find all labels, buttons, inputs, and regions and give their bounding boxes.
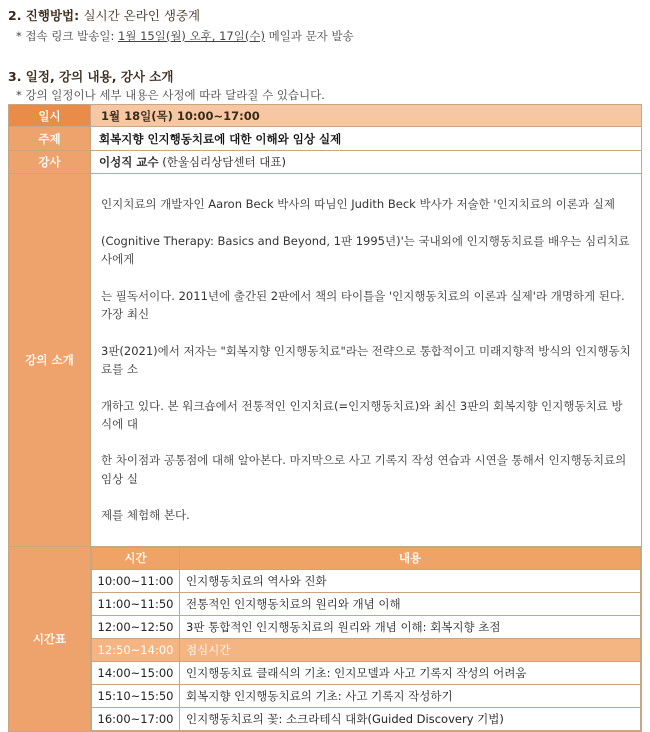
lecturer-value <box>91 151 642 174</box>
session-time: 11:00~11:50 <box>92 592 180 615</box>
timetable-row <box>9 546 642 731</box>
table-row <box>92 569 641 592</box>
session-time: 12:50~14:00 <box>92 638 180 661</box>
session-content: 인지행동치료의 꽃: 소크라테식 대화(Guided Discovery 기법) <box>180 707 641 730</box>
session-time: 14:00~15:00 <box>92 661 180 684</box>
lecturer-name: 이성직 교수 <box>99 155 159 169</box>
topic-row <box>9 127 642 151</box>
intro-line: 3판(2021)에서 저자는 "회복지향 인지행동치료"라는 전략으로 통합적이고 미래지향적 방식의 인지행동치료를 소 <box>101 343 631 376</box>
note-date: 1월 15일(월) 오후, 17일(수) <box>118 29 265 43</box>
date-value: 1월 18일(목) 10:00~17:00 <box>91 105 642 127</box>
intro-text <box>91 174 642 547</box>
lecturer-label: 강사 <box>9 151 91 174</box>
note-suffix: 메일과 문자 발송 <box>268 29 354 43</box>
section2-heading <box>8 6 200 24</box>
intro-row <box>9 174 642 547</box>
topic-label: 주제 <box>9 127 91 151</box>
timetable-cell <box>91 546 642 731</box>
date-row <box>9 105 642 127</box>
timetable-label: 시간표 <box>9 546 91 731</box>
content-header: 내용 <box>180 547 641 569</box>
table-row <box>92 707 641 730</box>
table-row-lunch <box>92 638 641 661</box>
intro-line: 는 필독서이다. 2011년에 출간된 2판에서 책의 타이틀을 '인지행동치료의 이론과 실제'라 개명하게 된다. 가장 최신 <box>101 288 625 322</box>
intro-label: 강의 소개 <box>9 174 91 547</box>
lecturer-affiliation: (한울심리상담센터 대표) <box>162 155 286 169</box>
intro-line: 개하고 있다. 본 워크숍에서 전통적인 인지치료(=인지행동치료)와 최신 3판의 회복지향 인지행동치료 방식에 대 <box>101 398 623 431</box>
time-header: 시간 <box>92 547 180 569</box>
session-time: 10:00~11:00 <box>92 569 180 592</box>
session-content: 점심시간 <box>180 638 641 661</box>
date-label: 일시 <box>9 105 91 127</box>
table-row <box>92 592 641 615</box>
session-content: 인지행동치료 클래식의 기초: 인지모델과 사고 기록지 작성의 어려움 <box>180 661 641 684</box>
session-time: 16:00~17:00 <box>92 707 180 730</box>
session-content: 회복지향 인지행동치료의 기초: 사고 기록지 작성하기 <box>180 684 641 707</box>
lecturer-row <box>9 151 642 174</box>
note-prefix: * 접속 링크 발송일: <box>16 29 115 43</box>
table-row <box>92 661 641 684</box>
intro-line: 인지치료의 개발자인 Aaron Beck 박사의 따님인 Judith Beck 박사가 저술한 '인지치료의 이론과 실제 <box>101 197 615 212</box>
topic-value: 회복지향 인지행동치료에 대한 이해와 임상 실제 <box>91 127 642 151</box>
section2-note <box>8 28 354 44</box>
section3-heading: 3. 일정, 강의 내용, 강사 소개 <box>8 69 174 84</box>
session-content: 전통적인 인지행동치료의 원리와 개념 이해 <box>180 592 641 615</box>
session-content: 인지행동치료의 역사와 진화 <box>180 569 641 592</box>
method-value: 실시간 온라인 생중계 <box>83 8 201 23</box>
timetable <box>91 547 641 731</box>
schedule-table <box>8 104 642 732</box>
timetable-header <box>92 547 641 569</box>
intro-line: (Cognitive Therapy: Basics and Beyond, 1판 1995년)'는 국내외에 인지행동치료를 배우는 심리치료사에게 <box>101 233 630 267</box>
session-time: 12:00~12:50 <box>92 615 180 638</box>
section2-heading-label: 2. 진행방법: <box>8 8 80 23</box>
section3-note: * 강의 일정이나 세부 내용은 사정에 따라 달라질 수 있습니다. <box>16 88 325 102</box>
intro-line: 한 차이점과 공통점에 대해 알아본다. 마지막으로 사고 기록지 작성 연습과 시연을 통해서 인지행동치료의 임상 실 <box>101 453 627 486</box>
table-row <box>92 615 641 638</box>
intro-line: 제를 체험해 본다. <box>101 508 190 523</box>
session-time: 15:10~15:50 <box>92 684 180 707</box>
table-row <box>92 684 641 707</box>
session-content: 3판 통합적인 인지행동치료의 원리와 개념 이해: 회복지향 초점 <box>180 615 641 638</box>
